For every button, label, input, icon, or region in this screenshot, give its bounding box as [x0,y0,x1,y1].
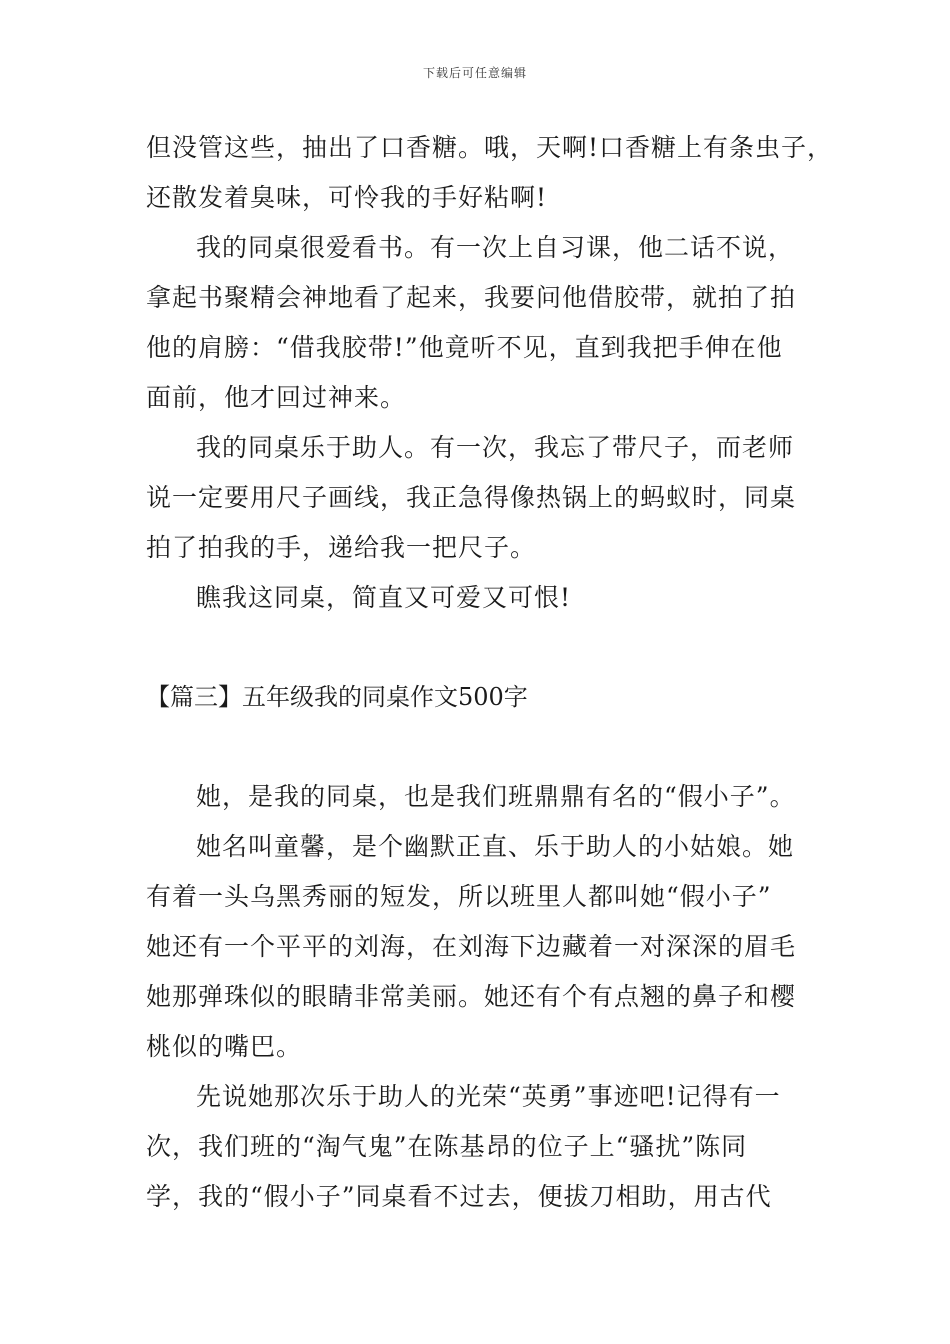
text-line: 有着一头乌黑秀丽的短发，所以班里人都叫她“假小子” [146,882,772,911]
text-line: 瞧我这同桌，简直又可爱又可恨! [196,583,572,612]
text-line: 桃似的嘴巴。 [146,1032,303,1061]
text-line: 我的同桌乐于助人。有一次，我忘了带尺子，而老师 [196,433,795,462]
text-line: 她还有一个平平的刘海，在刘海下边藏着一对深深的眉毛 [146,932,797,961]
text-line: 拍了拍我的手，递给我一把尺子。 [146,533,537,562]
text-line: 但没管这些，抽出了口香糖。哦，天啊!口香糖上有条虫子， [146,133,834,162]
text-line: 她那弹珠似的眼睛非常美丽。她还有个有点翘的鼻子和樱 [146,982,797,1011]
text-line: 说一定要用尺子画线，我正急得像热锅上的蚂蚁时，同桌 [146,483,797,512]
text-line: 她名叫童馨，是个幽默正直、乐于助人的小姑娘。她 [196,832,795,861]
text-line: 学，我的“假小子”同桌看不过去，便拔刀相助，用古代 [146,1182,772,1211]
text-line: 还散发着臭味，可怜我的手好粘啊! [146,183,548,212]
text-line: 她，是我的同桌，也是我们班鼎鼎有名的“假小子”。 [196,782,796,811]
text-line: 先说她那次乐于助人的光荣“英勇”事迹吧!记得有一 [196,1082,781,1111]
text-line: 拿起书聚精会神地看了起来，我要问他借胶带，就拍了拍 [146,283,797,312]
text-line: 我的同桌很爱看书。有一次上自习课，他二话不说， [196,233,795,262]
page-header: 下载后可任意编辑 [422,66,527,80]
text-line: 次，我们班的“淘气鬼”在陈基昂的位子上“骚扰”陈同 [146,1132,748,1161]
section-heading: 【篇三】五年级我的同桌作文500字 [146,683,528,711]
text-line: 面前，他才回过神来。 [146,383,407,412]
text-line: 他的肩膀：“借我胶带!”他竟听不见，直到我把手伸在他 [146,333,783,362]
